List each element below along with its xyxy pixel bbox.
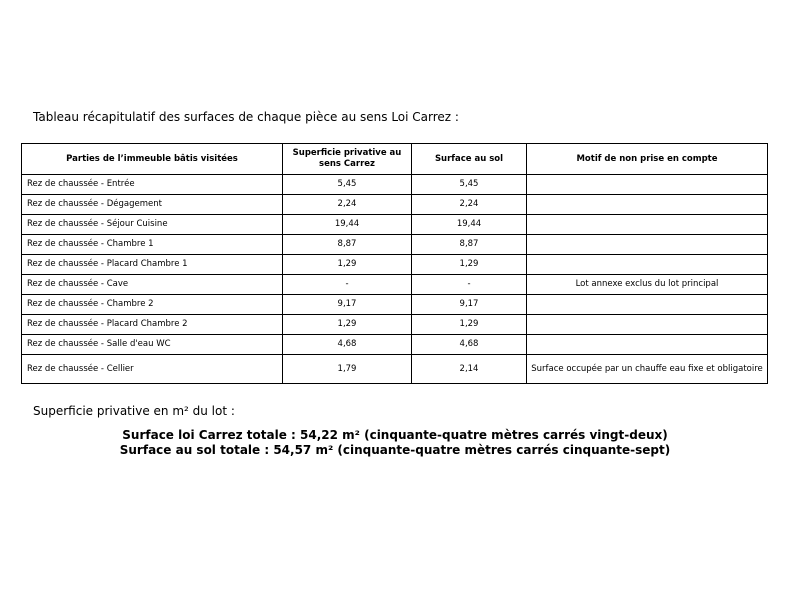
table-row xyxy=(22,215,768,235)
carrez-value: 1,29 xyxy=(283,315,412,335)
room-label: Rez de chaussée - Placard Chambre 1 xyxy=(22,255,283,275)
table-row xyxy=(22,335,768,355)
carrez-value: - xyxy=(283,275,412,295)
totals-block xyxy=(0,428,790,458)
floor-surface-total: Surface au sol totale : 54,57 m² (cinquante-quatre mètres carrés cinquante-sept) xyxy=(119,443,671,457)
floor-surface-value: 19,44 xyxy=(412,215,527,235)
column-header-parts: Parties de l’immeuble bâtis visitées xyxy=(22,144,283,175)
carrez-value: 4,68 xyxy=(283,335,412,355)
exclusion-reason xyxy=(527,215,768,235)
exclusion-reason xyxy=(527,195,768,215)
room-label: Rez de chaussée - Placard Chambre 2 xyxy=(22,315,283,335)
exclusion-reason xyxy=(527,175,768,195)
exclusion-reason xyxy=(527,335,768,355)
lot-surface-subheading: Superficie privative en m² du lot : xyxy=(33,404,235,418)
carrez-value: 2,24 xyxy=(283,195,412,215)
column-header-floor-surface: Surface au sol xyxy=(412,144,527,175)
table-row xyxy=(22,235,768,255)
carrez-total: Surface loi Carrez totale : 54,22 m² (cinquante-quatre mètres carrés vingt-deux) xyxy=(122,428,668,442)
exclusion-reason xyxy=(527,315,768,335)
carrez-value: 1,29 xyxy=(283,255,412,275)
floor-surface-value: 8,87 xyxy=(412,235,527,255)
floor-surface-value: 5,45 xyxy=(412,175,527,195)
floor-surface-value: 2,24 xyxy=(412,195,527,215)
column-header-exclusion-reason: Motif de non prise en compte xyxy=(527,144,768,175)
exclusion-reason xyxy=(527,295,768,315)
room-label: Rez de chaussée - Entrée xyxy=(22,175,283,195)
floor-surface-value: 9,17 xyxy=(412,295,527,315)
column-header-carrez: Superficie privative au sens Carrez xyxy=(283,144,412,175)
room-label: Rez de chaussée - Cellier xyxy=(22,355,283,384)
room-label: Rez de chaussée - Chambre 2 xyxy=(22,295,283,315)
room-label: Rez de chaussée - Dégagement xyxy=(22,195,283,215)
table-row xyxy=(22,195,768,215)
floor-surface-value: 1,29 xyxy=(412,315,527,335)
carrez-value: 5,45 xyxy=(283,175,412,195)
table-header-row xyxy=(22,144,768,175)
floor-surface-value: 4,68 xyxy=(412,335,527,355)
table-row xyxy=(22,255,768,275)
room-label: Rez de chaussée - Séjour Cuisine xyxy=(22,215,283,235)
table-heading: Tableau récapitulatif des surfaces de chaque pièce au sens Loi Carrez : xyxy=(33,110,459,124)
carrez-value: 1,79 xyxy=(283,355,412,384)
exclusion-reason: Lot annexe exclus du lot principal xyxy=(527,275,768,295)
floor-surface-value: 2,14 xyxy=(412,355,527,384)
floor-surface-value: 1,29 xyxy=(412,255,527,275)
room-label: Rez de chaussée - Chambre 1 xyxy=(22,235,283,255)
exclusion-reason xyxy=(527,255,768,275)
table-row xyxy=(22,315,768,335)
carrez-value: 9,17 xyxy=(283,295,412,315)
table-row xyxy=(22,295,768,315)
exclusion-reason: Surface occupée par un chauffe eau fixe et obligatoire xyxy=(527,355,768,384)
exclusion-reason xyxy=(527,235,768,255)
table-row xyxy=(22,175,768,195)
room-label: Rez de chaussée - Cave xyxy=(22,275,283,295)
surfaces-table xyxy=(21,143,768,384)
carrez-value: 19,44 xyxy=(283,215,412,235)
table-row xyxy=(22,275,768,295)
table-row xyxy=(22,355,768,384)
room-label: Rez de chaussée - Salle d'eau WC xyxy=(22,335,283,355)
carrez-value: 8,87 xyxy=(283,235,412,255)
floor-surface-value: - xyxy=(412,275,527,295)
